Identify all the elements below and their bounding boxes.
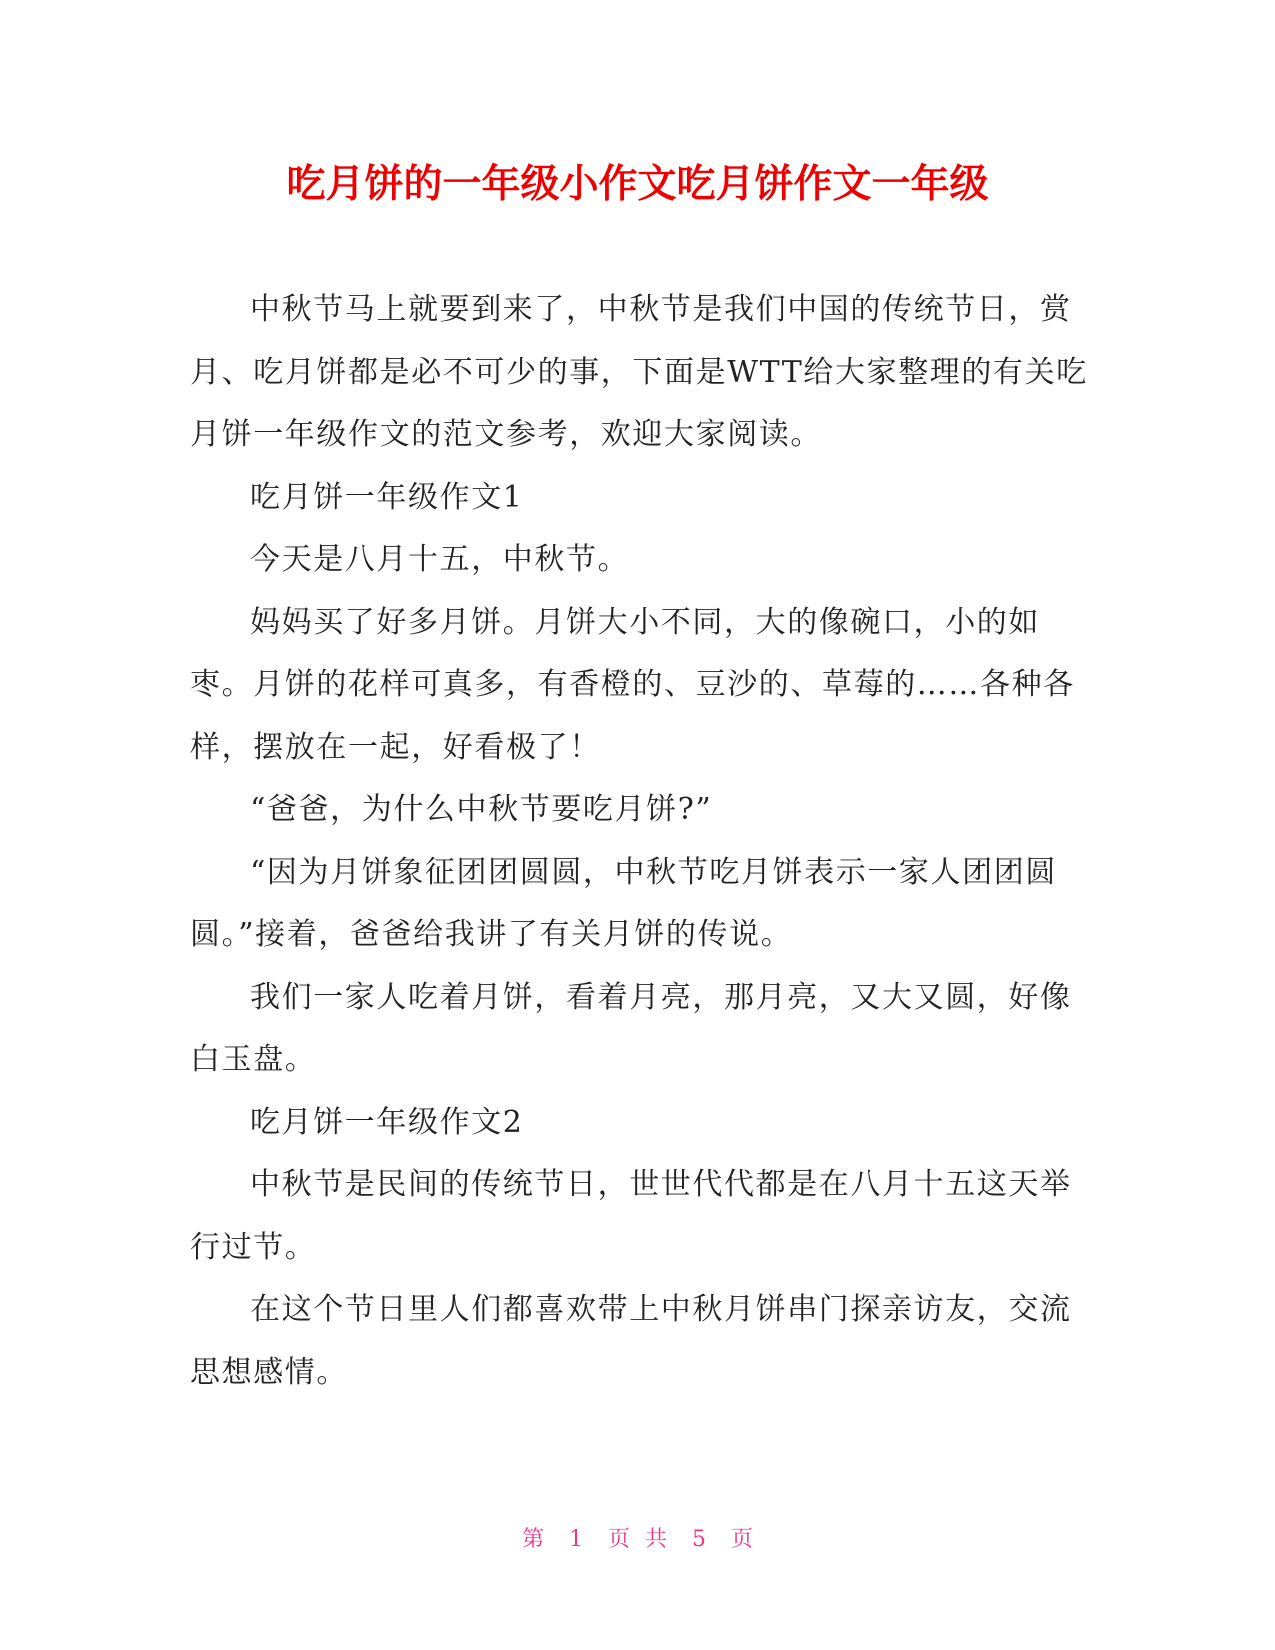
document-title: 吃月饼的一年级小作文吃月饼作文一年级 xyxy=(286,162,989,207)
section-heading-essay-2: 吃月饼一年级作文2 xyxy=(250,1104,524,1140)
paragraph: 中秋节是民间的传统节日，世世代代都是在八月十五这天举行过节。 xyxy=(190,1167,1072,1265)
paragraph: 在这个节日里人们都喜欢带上中秋月饼串门探亲访友，交流思想感情。 xyxy=(190,1292,1072,1390)
paragraph: 今天是八月十五，中秋节。 xyxy=(250,542,630,577)
page-footer xyxy=(0,1525,1275,1555)
paragraph: “爸爸，为什么中秋节要吃月饼?” xyxy=(250,792,713,827)
footer-prefix: 第 xyxy=(521,1527,544,1552)
footer-current-page: 1 xyxy=(569,1527,583,1552)
section-heading-essay-1: 吃月饼一年级作文1 xyxy=(250,479,524,515)
footer-middle: 页 共 xyxy=(608,1527,667,1552)
document-body xyxy=(190,279,1088,1404)
paragraph: 妈妈买了好多月饼。月饼大小不同，大的像碗口，小的如枣。月饼的花样可真多，有香橙的、豆沙的、草莓的……各种各样，摆放在一起，好看极了！ xyxy=(190,604,1075,765)
footer-total-pages: 5 xyxy=(692,1527,706,1552)
footer-suffix: 页 xyxy=(731,1527,754,1552)
paragraph: “因为月饼象征团团圆圆，中秋节吃月饼表示一家人团团圆圆。”接着，爸爸给我讲了有关月饼的传说。 xyxy=(190,854,1057,952)
paragraph-intro: 中秋节马上就要到来了，中秋节是我们中国的传统节日，赏月、吃月饼都是必不可少的事，下面是WTT给大家整理的有关吃月饼一年级作文的范文参考，欢迎大家阅读。 xyxy=(190,292,1088,452)
paragraph: 我们一家人吃着月饼，看着月亮，那月亮，又大又圆，好像白玉盘。 xyxy=(190,979,1072,1077)
